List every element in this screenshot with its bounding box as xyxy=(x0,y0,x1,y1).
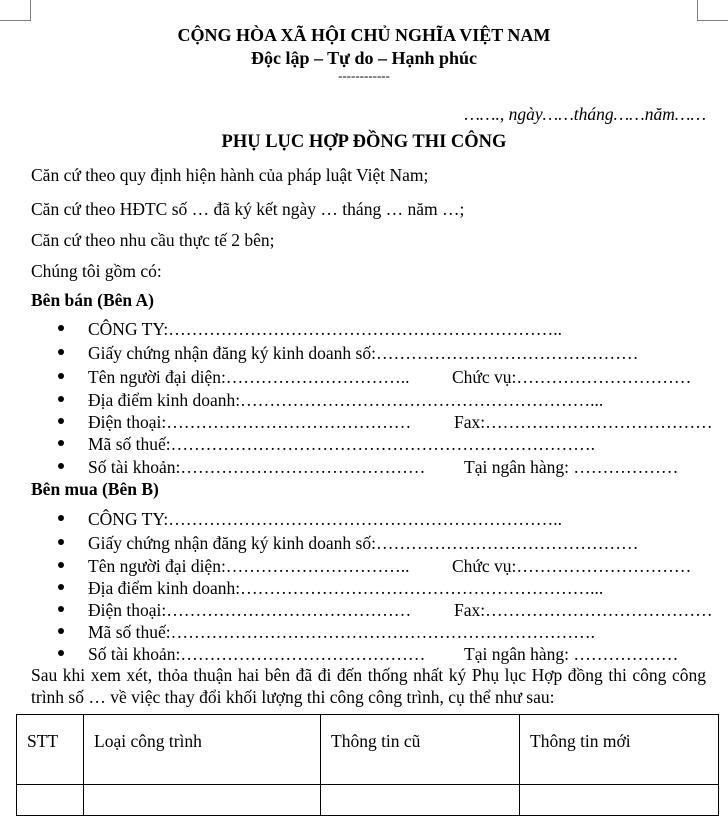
party-a-tax: Mã số thuế:………………………………………………………………. xyxy=(88,434,596,454)
table-row xyxy=(17,785,719,816)
table-cell[interactable] xyxy=(84,785,321,816)
party-b-account-row xyxy=(0,643,728,665)
party-b-rep-row xyxy=(0,555,728,577)
table-cell[interactable] xyxy=(321,785,520,816)
bullet-icon xyxy=(58,325,64,331)
party-b-phone-row xyxy=(0,599,728,621)
party-b-bank: Tại ngân hàng: ……………… xyxy=(464,644,679,664)
bullet-icon xyxy=(58,463,64,469)
table-header-cell: STT xyxy=(17,715,84,785)
bullet-icon xyxy=(58,373,64,379)
change-table xyxy=(16,714,719,816)
bullet-icon xyxy=(58,440,64,446)
crop-mark-right-h xyxy=(697,20,728,21)
party-b-account: Số tài khoản:…………………………………… xyxy=(88,644,426,664)
preamble-line: Căn cứ theo quy định hiện hành của pháp luật Việt Nam; xyxy=(31,165,429,185)
party-b-license: Giấy chứng nhận đăng ký kinh doanh số:……………………………………… xyxy=(88,533,639,553)
preamble-line: Căn cứ theo HĐTC số … đã ký kết ngày … tháng … năm …; xyxy=(31,199,465,219)
party-a-license: Giấy chứng nhận đăng ký kinh doanh số:……………………………………… xyxy=(88,343,639,363)
table-header-cell: Loại công trình xyxy=(84,715,321,785)
party-a-fax: Fax:………………………………… xyxy=(454,412,713,432)
party-b-tax-row xyxy=(0,621,728,643)
party-b-company-row xyxy=(0,508,728,530)
bullet-icon xyxy=(58,606,64,612)
party-a-address-row xyxy=(0,389,728,411)
party-a-tax-row xyxy=(0,433,728,455)
bullet-icon xyxy=(58,418,64,424)
party-b-tax: Mã số thuế:………………………………………………………………. xyxy=(88,622,596,642)
party-b-company: CÔNG TY:………………………………………………………….. xyxy=(88,509,562,529)
party-a-address: Địa điểm kinh doanh:……………………………………………………... xyxy=(88,390,604,410)
table-cell[interactable] xyxy=(520,785,719,816)
party-a-phone-row xyxy=(0,411,728,433)
document-title: PHỤ LỤC HỢP ĐỒNG THI CÔNG xyxy=(221,132,507,152)
bullet-icon xyxy=(58,650,64,656)
party-a-position: Chức vụ:………………………… xyxy=(452,367,692,387)
party-b-address-row xyxy=(0,577,728,599)
bullet-icon xyxy=(58,349,64,355)
bullet-icon xyxy=(58,539,64,545)
party-b-position: Chức vụ:………………………… xyxy=(452,556,692,576)
party-b-license-row xyxy=(0,532,728,554)
party-a-phone: Điện thoại:…………………………………… xyxy=(88,412,412,432)
party-a-account-row xyxy=(0,456,728,478)
agreement-paragraph: Sau khi xem xét, thỏa thuận hai bên đã đi đến thống nhất ký Phụ lục Hợp đồng thi công công trình số … về việc thay đổi khối lượng thi công công trình, cụ thể như sau: xyxy=(31,665,706,707)
table-cell[interactable] xyxy=(17,785,84,816)
party-b-fax: Fax:………………………………… xyxy=(454,600,713,620)
party-a-company: CÔNG TY:………………………………………………………….. xyxy=(88,319,562,339)
bullet-icon xyxy=(58,628,64,634)
party-b-address: Địa điểm kinh doanh:……………………………………………………... xyxy=(88,578,604,598)
bullet-icon xyxy=(58,396,64,402)
bullet-icon xyxy=(58,584,64,590)
party-a-company-row xyxy=(0,318,728,340)
party-a-account: Số tài khoản:…………………………………… xyxy=(88,457,426,477)
preamble-line: Căn cứ theo nhu cầu thực tế 2 bên; xyxy=(31,230,275,250)
party-b-phone: Điện thoại:…………………………………… xyxy=(88,600,412,620)
table-header-row xyxy=(17,715,719,785)
crop-mark-left-h xyxy=(0,20,31,21)
party-a-heading: Bên bán (Bên A) xyxy=(31,290,155,310)
preamble-line: Chúng tôi gồm có: xyxy=(31,261,162,281)
table-header-cell: Thông tin cũ xyxy=(321,715,520,785)
bullet-icon xyxy=(58,515,64,521)
party-a-bank: Tại ngân hàng: ……………… xyxy=(464,457,679,477)
nation-title: CỘNG HÒA XÃ HỘI CHỦ NGHĨA VIỆT NAM xyxy=(177,25,551,45)
crop-mark-right xyxy=(697,0,698,20)
table-header-cell: Thông tin mới xyxy=(520,715,719,785)
date-line: ……., ngày……tháng……năm…… xyxy=(464,104,706,124)
party-a-license-row xyxy=(0,342,728,364)
crop-mark-left xyxy=(30,0,31,20)
nation-motto: Độc lập – Tự do – Hạnh phúc xyxy=(250,48,478,68)
party-a-rep-row xyxy=(0,366,728,388)
party-b-rep: Tên người đại diện:………………………….. xyxy=(88,556,410,576)
party-a-rep: Tên người đại diện:………………………….. xyxy=(88,367,410,387)
party-b-heading: Bên mua (Bên B) xyxy=(31,479,159,499)
bullet-icon xyxy=(58,562,64,568)
header-divider: ------------ xyxy=(338,68,390,83)
